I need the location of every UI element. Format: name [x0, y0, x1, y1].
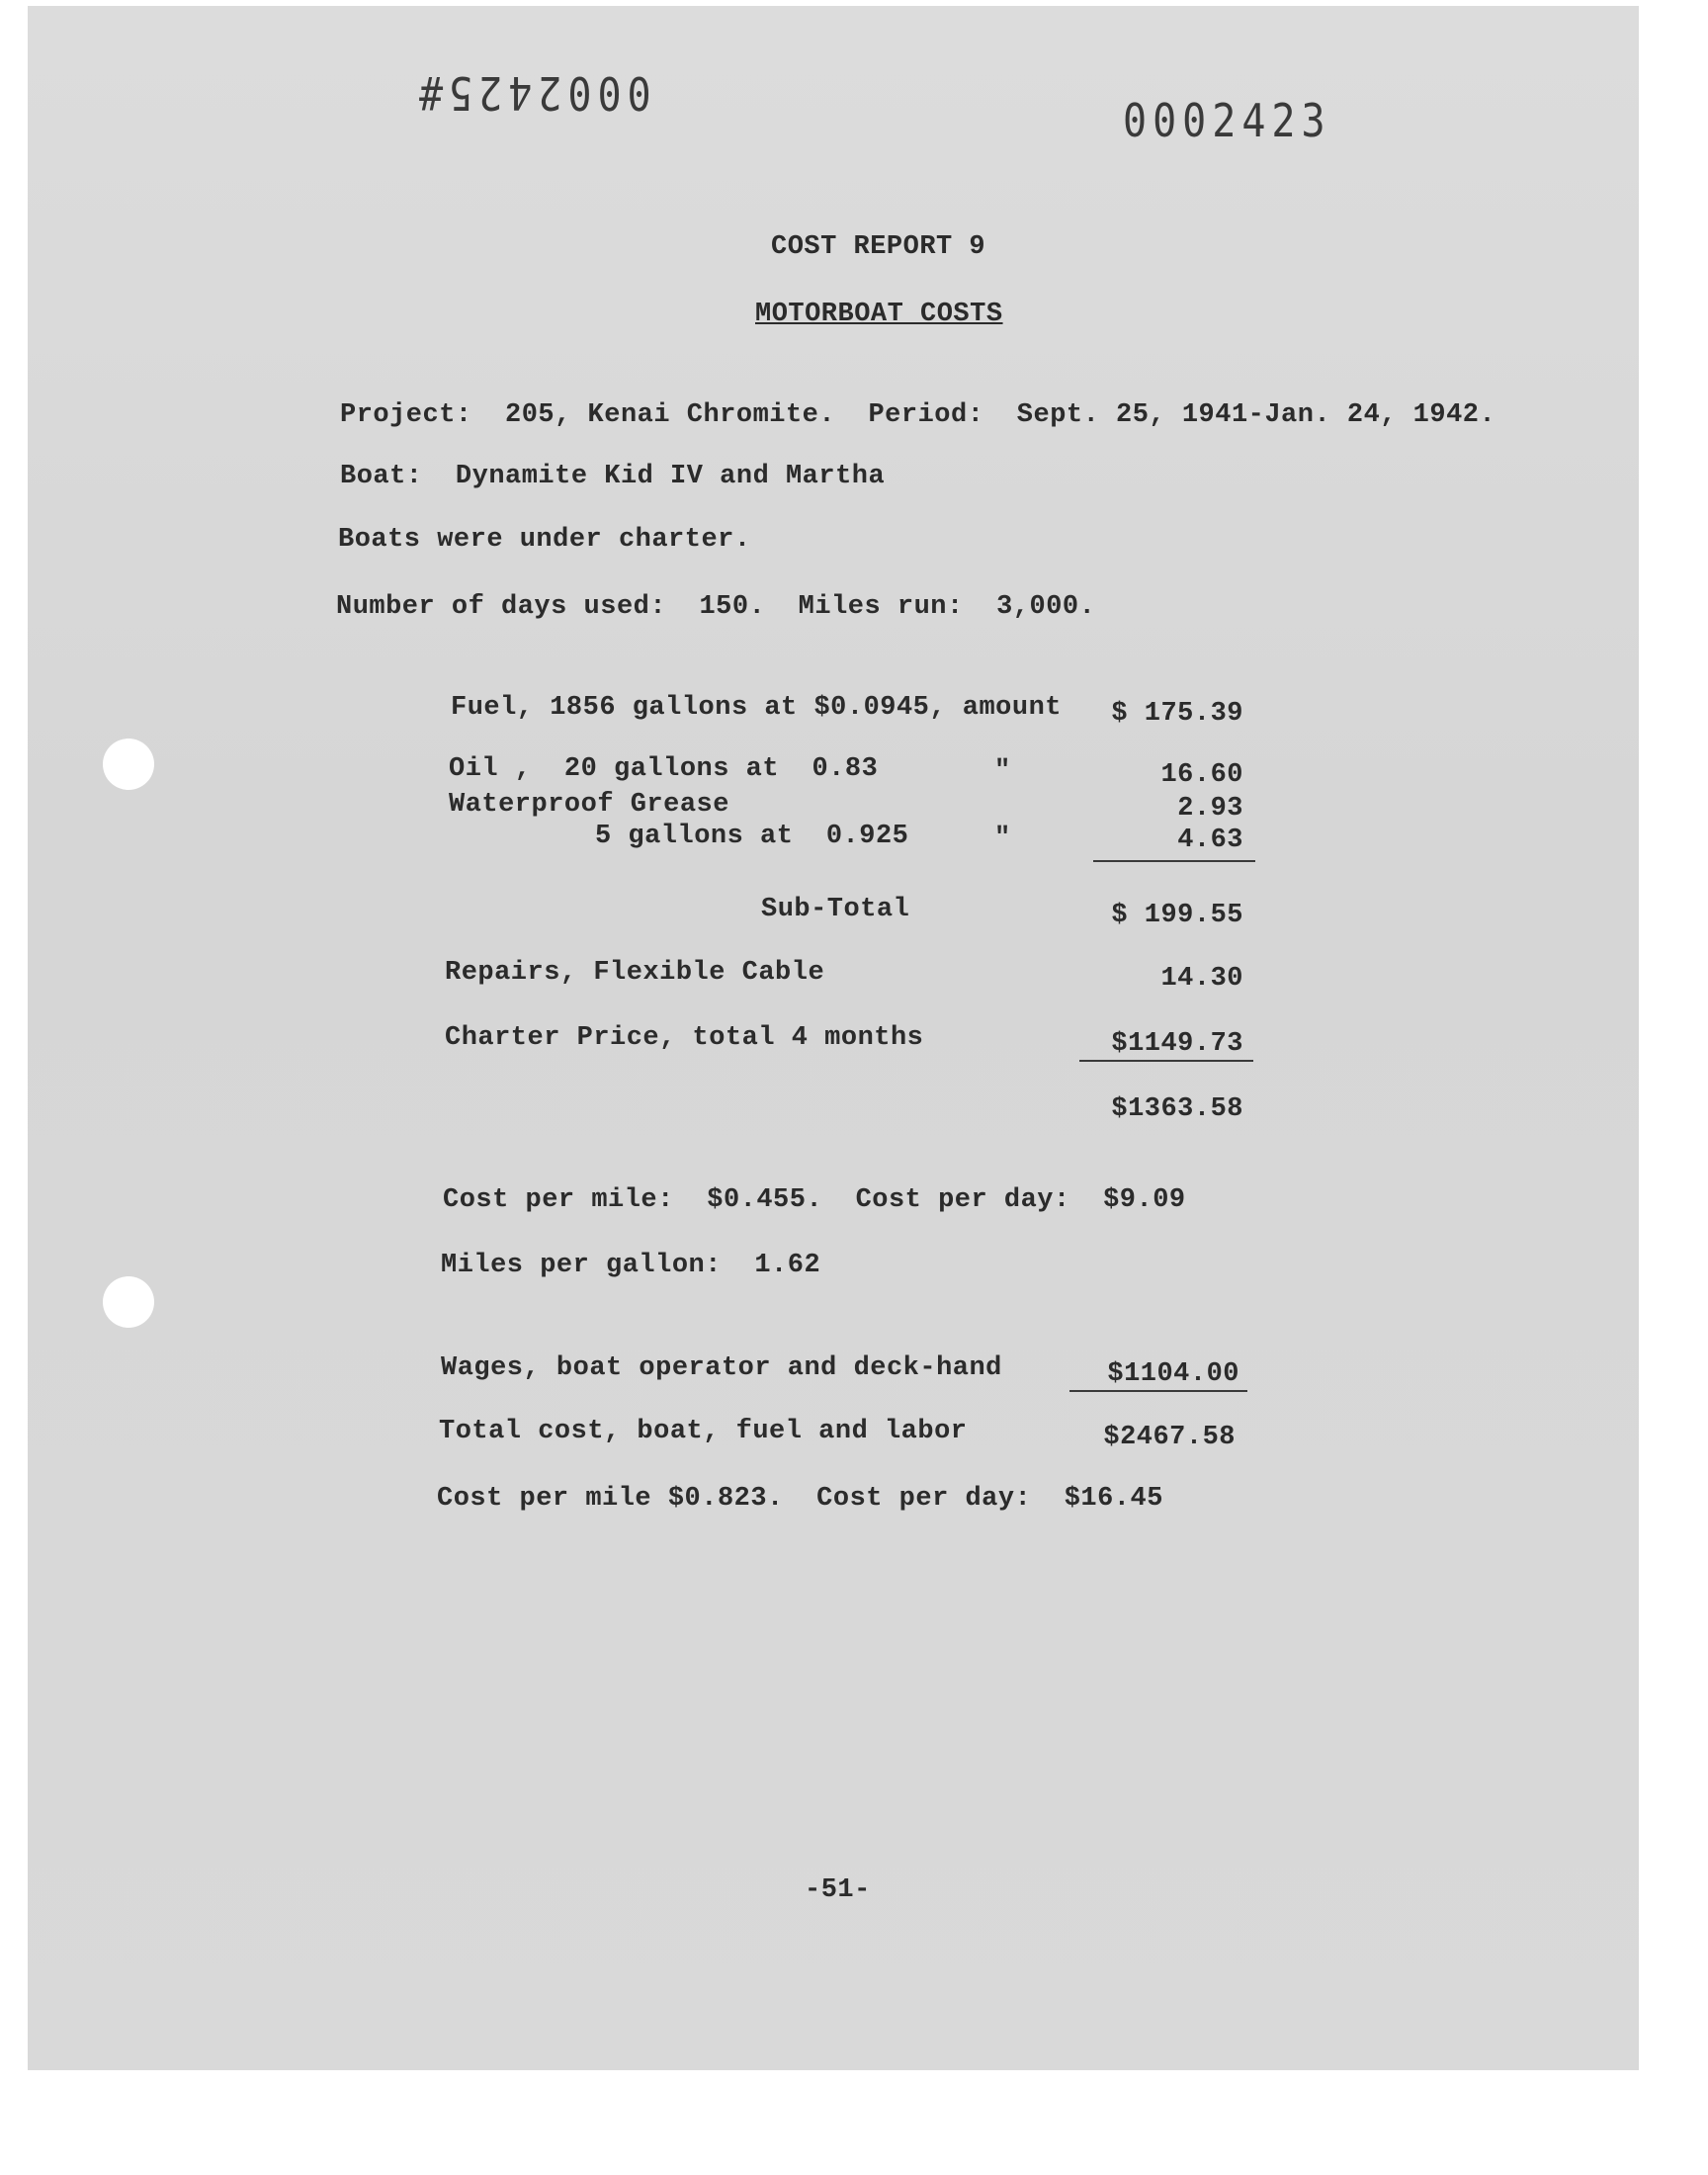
boat-line: Boat: Dynamite Kid IV and Martha	[340, 462, 886, 491]
cost-total-amount: $1363.58	[1111, 1094, 1243, 1124]
report-title: COST REPORT 9	[771, 232, 986, 262]
page-number: -51-	[805, 1875, 871, 1905]
ditto-mark: "	[994, 824, 1011, 853]
repairs-amount: 14.30	[1160, 964, 1243, 994]
ditto-mark: "	[994, 756, 1011, 786]
repairs-label: Repairs, Flexible Cable	[445, 958, 825, 988]
fuel-label: Fuel, 1856 gallons at $0.0945, amount	[451, 693, 1062, 723]
grand-total-label: Total cost, boat, fuel and labor	[439, 1417, 968, 1446]
oil-amount: 16.60	[1160, 760, 1243, 790]
charter-line: Boats were under charter.	[338, 525, 751, 555]
punch-hole	[103, 1276, 154, 1328]
grease-gallons-label: 5 gallons at 0.925	[595, 822, 909, 851]
charter-amount: $1149.73	[1111, 1029, 1243, 1059]
wages-rule	[1069, 1390, 1247, 1392]
total-rule	[1079, 1060, 1253, 1062]
document-page	[28, 6, 1639, 2070]
usage-line: Number of days used: 150. Miles run: 3,000.	[336, 592, 1096, 622]
grease-amount: 2.93	[1177, 794, 1243, 824]
grand-total-amount: $2467.58	[1103, 1423, 1236, 1452]
subtotal-amount: $ 199.55	[1111, 901, 1243, 930]
punch-hole	[103, 739, 154, 790]
wages-amount: $1104.00	[1107, 1359, 1239, 1389]
labor-rate-line: Cost per mile $0.823. Cost per day: $16.45	[437, 1484, 1163, 1514]
subtotal-label: Sub-Total	[761, 895, 910, 924]
subtotal-rule	[1093, 860, 1255, 862]
stamp-top-left: 0002425#	[413, 65, 651, 119]
grease-gallons-amount: 4.63	[1177, 826, 1243, 855]
fuel-amount: $ 175.39	[1111, 699, 1243, 729]
grease-label: Waterproof Grease	[449, 790, 729, 820]
stamp-top-right: 0002423	[1123, 95, 1331, 148]
charter-label: Charter Price, total 4 months	[445, 1023, 924, 1053]
mpg-line: Miles per gallon: 1.62	[441, 1251, 821, 1280]
cost-rates-line: Cost per mile: $0.455. Cost per day: $9.09	[443, 1185, 1186, 1215]
wages-label: Wages, boat operator and deck-hand	[441, 1353, 1002, 1383]
project-line: Project: 205, Kenai Chromite. Period: Sept. 25, 1941-Jan. 24, 1942.	[340, 400, 1496, 430]
report-subtitle: MOTORBOAT COSTS	[755, 300, 1003, 329]
oil-label: Oil , 20 gallons at 0.83	[449, 754, 879, 784]
